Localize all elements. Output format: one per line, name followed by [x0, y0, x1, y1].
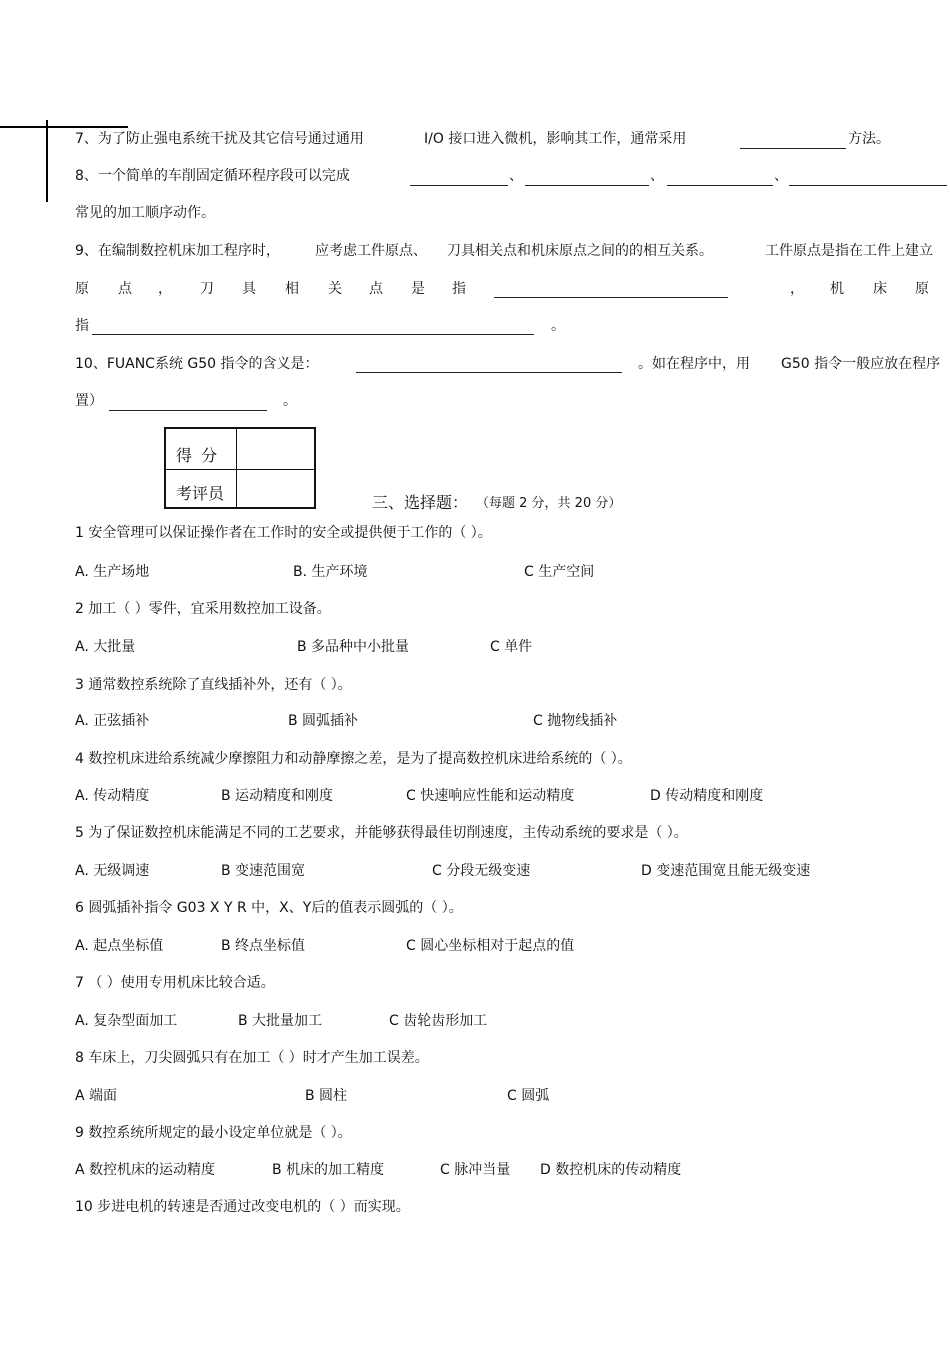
fill-q9-char: 具 — [242, 281, 256, 297]
fill-q8-blank-1[interactable] — [410, 185, 508, 186]
choice-q6-opt-b[interactable]: B 终点坐标值 — [221, 938, 306, 954]
choice-q6-opt-c[interactable]: C 圆心坐标相对于起点的值 — [406, 938, 575, 954]
fill-q9-char: 点 — [369, 281, 383, 297]
choice-q2: 2 加工（ ）零件，宜采用数控加工设备。 — [75, 601, 331, 617]
fill-q8-text-b: 常见的加工顺序动作。 — [75, 205, 215, 221]
choice-q9: 9 数控系统所规定的最小设定单位就是（ ）。 — [75, 1125, 352, 1141]
fill-q9-blank-1[interactable] — [494, 297, 728, 298]
section-note: （每题 2 分，共 20 分） — [476, 496, 622, 511]
fill-q7-text-a: 7、为了防止强电系统干扰及其它信号通过通用 — [75, 131, 364, 147]
choice-q8-opt-a[interactable]: A 端面 — [75, 1088, 118, 1104]
section-title: 三、选择题： — [372, 493, 469, 512]
fill-q8-blank-3[interactable] — [667, 185, 773, 186]
choice-q9-opt-c[interactable]: C 脉冲当量 — [440, 1162, 511, 1178]
binding-mark-horizontal — [0, 126, 128, 128]
fill-q9-char: 是 — [411, 281, 425, 297]
choice-q3-opt-a[interactable]: A. 正弦插补 — [75, 713, 150, 729]
choice-q4-opt-b[interactable]: B 运动精度和刚度 — [221, 788, 334, 804]
choice-q5-opt-c[interactable]: C 分段无级变速 — [432, 863, 531, 879]
choice-q3-opt-c[interactable]: C 抛物线插补 — [533, 713, 618, 729]
fill-q10-text-a: 10、FUANC系统 G50 指令的含义是： — [75, 356, 319, 372]
choice-q7-opt-b[interactable]: B 大批量加工 — [238, 1013, 323, 1029]
fill-q8-sep-3: 、 — [774, 168, 788, 184]
fill-q10-text-c: G50 指令一般应放在程序 — [781, 356, 941, 372]
score-table — [164, 427, 316, 509]
choice-q4-opt-d[interactable]: D 传动精度和刚度 — [650, 788, 764, 804]
choice-q6: 6 圆弧插补指令 G03 X Y R 中，X、Y后的值表示圆弧的（ ）。 — [75, 900, 463, 916]
score-table-row-divider — [166, 469, 314, 470]
choice-q7-opt-c[interactable]: C 齿轮齿形加工 — [389, 1013, 488, 1029]
fill-q9-text-i: 。 — [551, 318, 565, 334]
choice-q2-opt-b[interactable]: B 多品种中小批量 — [297, 639, 410, 655]
grader-label: 考评员 — [176, 484, 225, 503]
fill-q9-char: 床 — [873, 281, 887, 297]
fill-q8-blank-4[interactable] — [789, 185, 947, 186]
choice-q9-opt-b[interactable]: B 机床的加工精度 — [272, 1162, 385, 1178]
choice-q2-opt-a[interactable]: A. 大批量 — [75, 639, 136, 655]
choice-q2-opt-c[interactable]: C 单件 — [490, 639, 533, 655]
fill-q9-char: 刀 — [200, 281, 214, 297]
fill-q9-char: 原 — [915, 281, 929, 297]
fill-q9-char: 关 — [328, 281, 342, 297]
binding-mark-vertical — [46, 120, 48, 202]
fill-q7-text-b: I/O 接口进入微机，影响其工作，通常采用 — [424, 131, 687, 147]
fill-q9-text-c: 刀具相关点和机床原点之间的的相互关系。 — [447, 243, 713, 259]
choice-q8-opt-c[interactable]: C 圆弧 — [507, 1088, 550, 1104]
fill-q9-char: ， — [158, 281, 172, 297]
fill-q10-text-b: 。如在程序中，用 — [638, 356, 750, 372]
fill-q10-text-e: 。 — [283, 393, 297, 409]
fill-q9-char: 原 — [75, 281, 89, 297]
choice-q4-opt-c[interactable]: C 快速响应性能和运动精度 — [406, 788, 575, 804]
fill-q9-char: 点 — [118, 281, 132, 297]
choice-q5-opt-d[interactable]: D 变速范围宽且能无级变速 — [641, 863, 811, 879]
choice-q8-opt-b[interactable]: B 圆柱 — [305, 1088, 348, 1104]
choice-q3: 3 通常数控系统除了直线插补外，还有（ ）。 — [75, 677, 352, 693]
fill-q9-char: 机 — [830, 281, 844, 297]
choice-q4-opt-a[interactable]: A. 传动精度 — [75, 788, 150, 804]
choice-q10: 10 步进电机的转速是否通过改变电机的（ ）而实现。 — [75, 1199, 410, 1215]
fill-q9-text-a: 9、在编制数控机床加工程序时， — [75, 243, 280, 259]
choice-q5-opt-b[interactable]: B 变速范围宽 — [221, 863, 306, 879]
choice-q8: 8 车床上，刀尖圆弧只有在加工（ ）时才产生加工误差。 — [75, 1050, 429, 1066]
fill-q8-sep-1: 、 — [509, 168, 523, 184]
choice-q7: 7 （ ）使用专用机床比较合适。 — [75, 975, 275, 991]
fill-q7-blank[interactable] — [740, 148, 846, 149]
fill-q9-text-b: 应考虑工件原点、 — [315, 243, 427, 259]
fill-q10-blank-2[interactable] — [109, 410, 267, 411]
fill-q9-blank-2[interactable] — [92, 334, 534, 335]
choice-q1-opt-a[interactable]: A. 生产场地 — [75, 564, 150, 580]
fill-q7-text-c: 方法。 — [848, 131, 890, 147]
score-table-column-divider — [236, 429, 237, 507]
choice-q9-opt-a[interactable]: A 数控机床的运动精度 — [75, 1162, 216, 1178]
fill-q8-blank-2[interactable] — [525, 185, 649, 186]
fill-q10-blank-1[interactable] — [356, 372, 622, 373]
score-label: 得 分 — [176, 446, 220, 465]
fill-q9-char: 指 — [452, 281, 466, 297]
choice-q1: 1 安全管理可以保证操作者在工作时的安全或提供便于工作的（ ）。 — [75, 525, 492, 541]
choice-q5-opt-a[interactable]: A. 无级调速 — [75, 863, 150, 879]
fill-q9-text-h: 指 — [75, 318, 89, 334]
choice-q6-opt-a[interactable]: A. 起点坐标值 — [75, 938, 164, 954]
choice-q9-opt-d[interactable]: D 数控机床的传动精度 — [540, 1162, 682, 1178]
choice-q1-opt-b[interactable]: B. 生产环境 — [293, 564, 368, 580]
fill-q9-comma: ， — [790, 281, 804, 297]
fill-q9-text-d: 工件原点是指在工件上建立 — [765, 243, 933, 259]
fill-q8-text-a: 8、一个简单的车削固定循环程序段可以完成 — [75, 168, 350, 184]
choice-q1-opt-c[interactable]: C 生产空间 — [524, 564, 595, 580]
choice-q7-opt-a[interactable]: A. 复杂型面加工 — [75, 1013, 178, 1029]
choice-q5: 5 为了保证数控机床能满足不同的工艺要求，并能够获得最佳切削速度，主传动系统的要求是（ ）。 — [75, 825, 688, 841]
fill-q10-text-d: 置） — [75, 393, 103, 409]
choice-q3-opt-b[interactable]: B 圆弧插补 — [288, 713, 359, 729]
fill-q8-sep-2: 、 — [650, 168, 664, 184]
fill-q9-char: 相 — [285, 281, 299, 297]
choice-q4: 4 数控机床进给系统减少摩擦阻力和动静摩擦之差，是为了提高数控机床进给系统的（ ）。 — [75, 751, 632, 767]
